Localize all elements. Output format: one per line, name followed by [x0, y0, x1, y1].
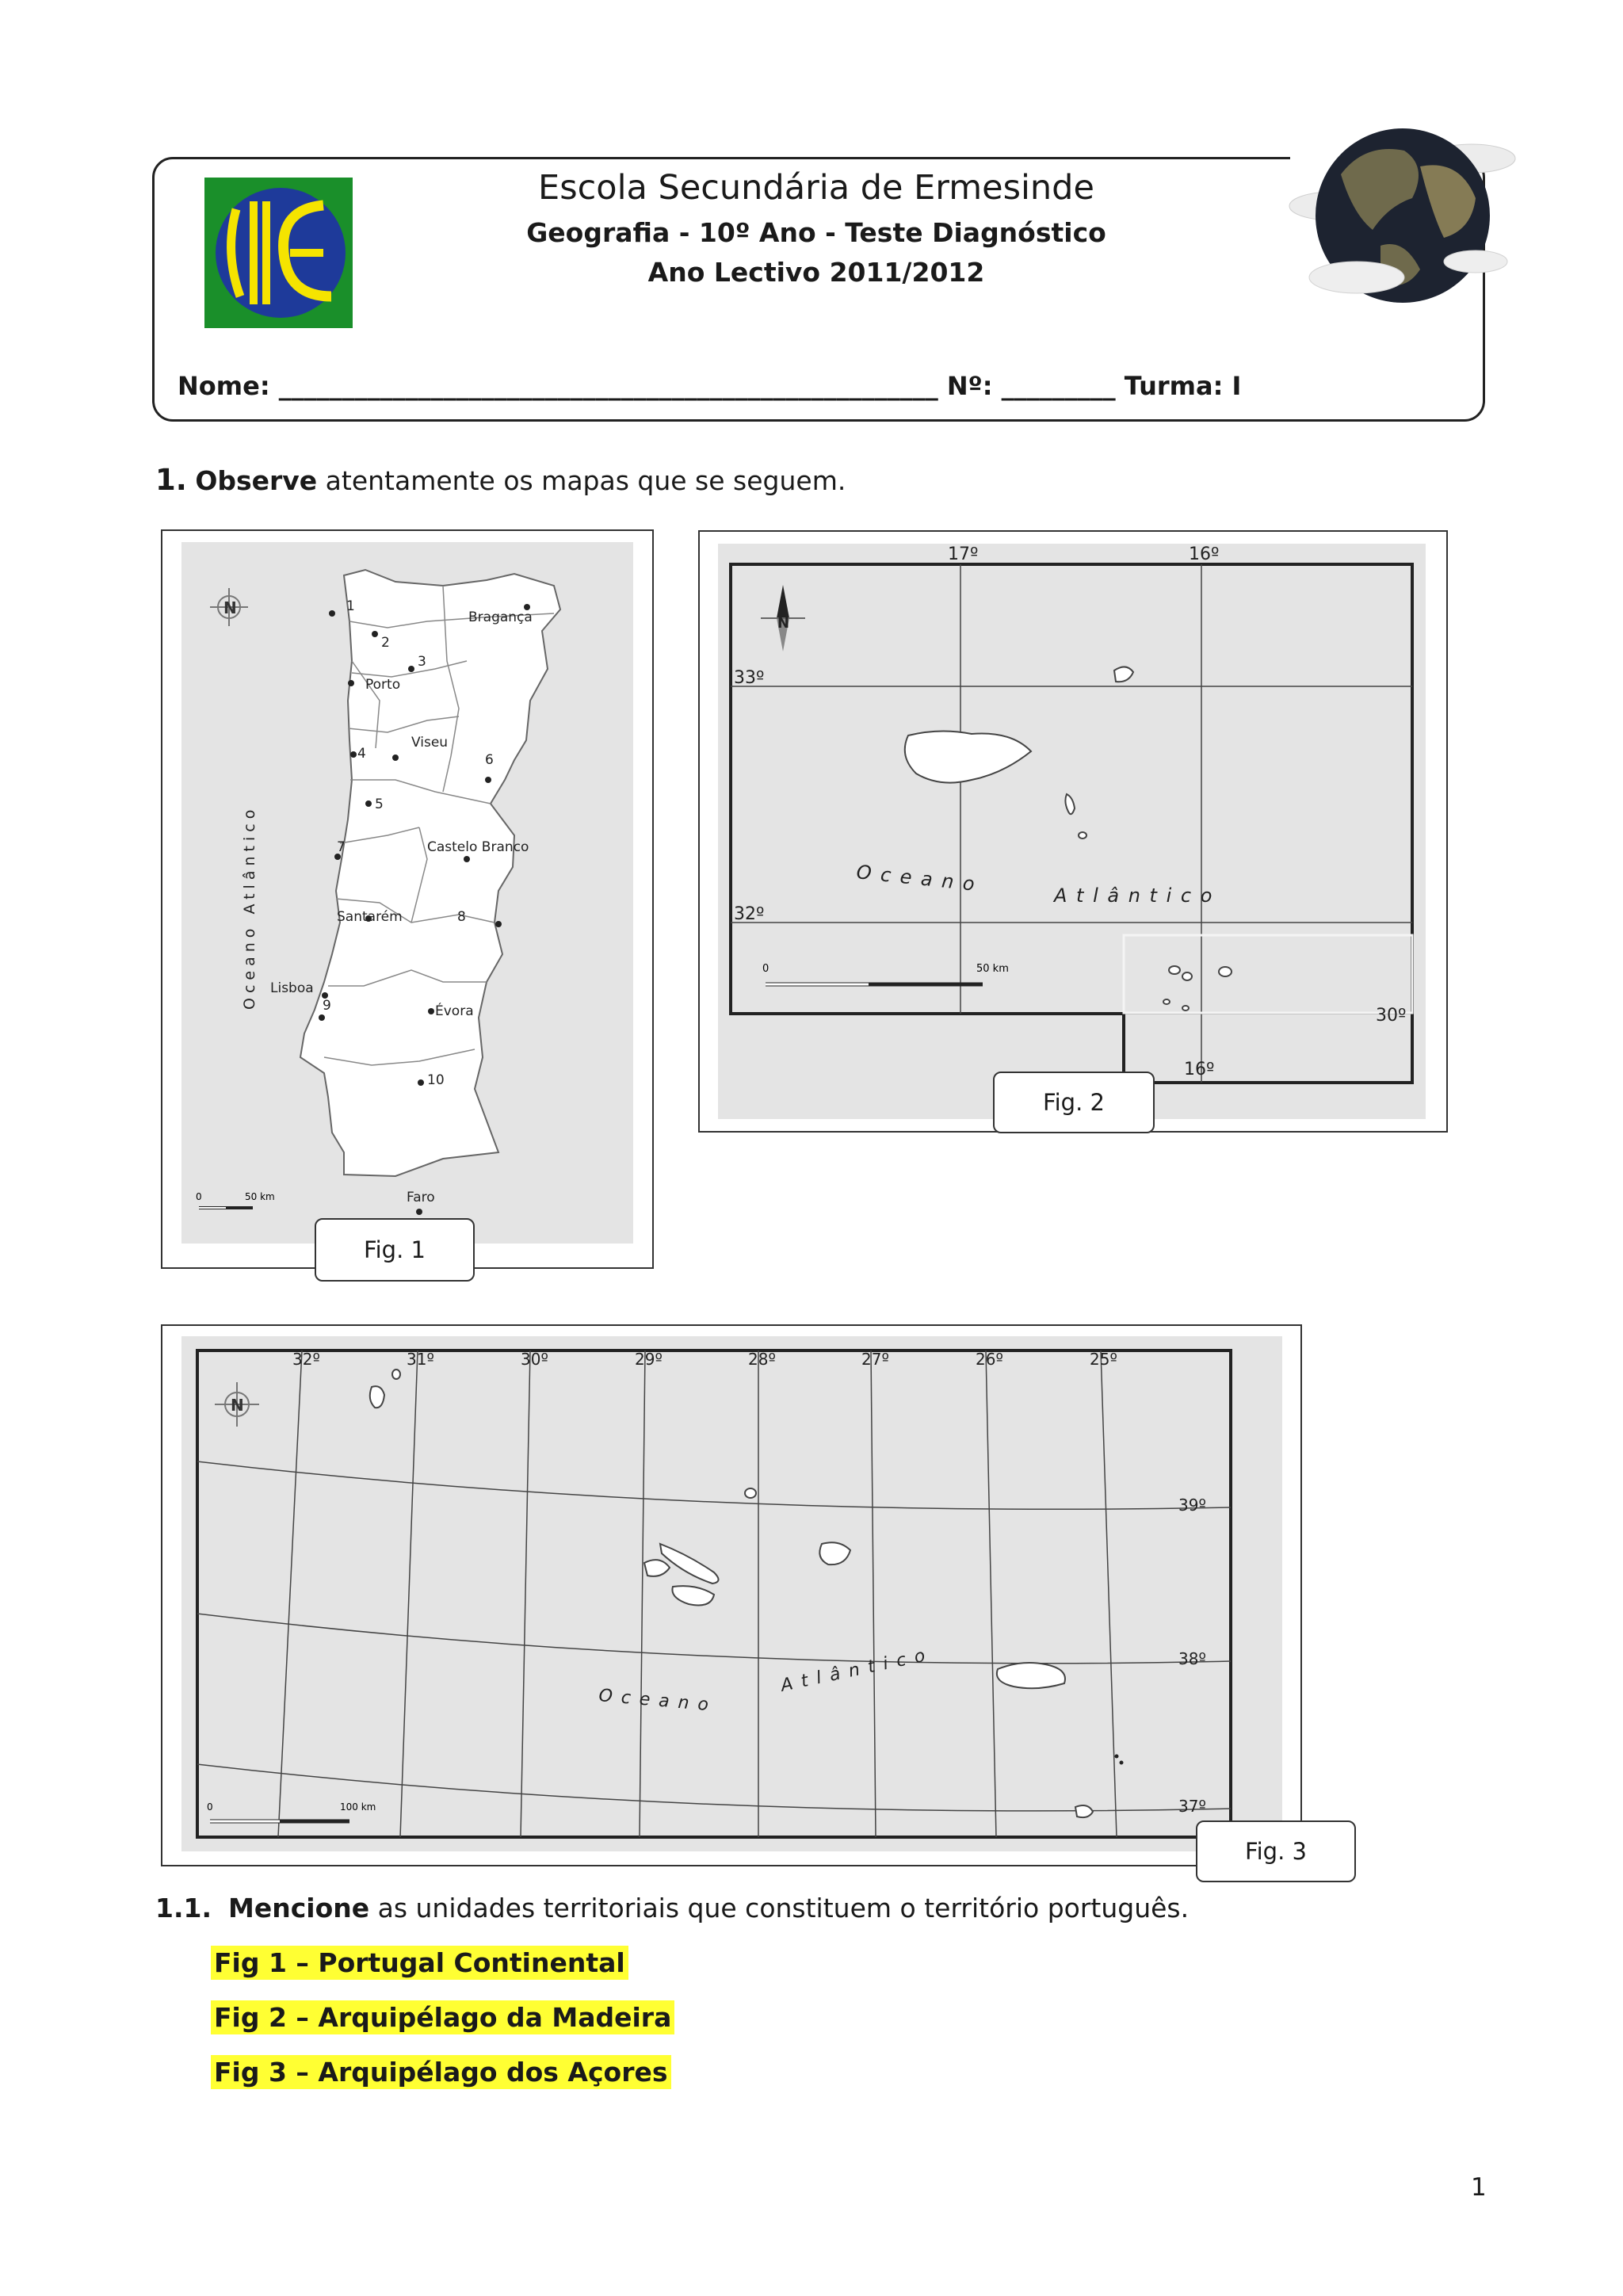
svg-text:6: 6: [485, 752, 494, 768]
fig1-map-portugal: [181, 542, 633, 1244]
school-logo-icon: [204, 178, 353, 328]
svg-text:100 km: 100 km: [340, 1801, 376, 1813]
fig3-map-azores: [181, 1336, 1282, 1851]
page-number: 1: [1471, 2173, 1487, 2202]
svg-text:30º: 30º: [521, 1350, 548, 1369]
question-verb: Observe: [195, 465, 318, 496]
answer-fig1: Fig 1 – Portugal Continental: [211, 1946, 628, 1980]
svg-text:Lisboa: Lisboa: [270, 980, 314, 996]
svg-text:17º: 17º: [948, 544, 979, 564]
svg-text:2: 2: [381, 635, 390, 651]
svg-text:27º: 27º: [861, 1350, 889, 1369]
fig2-caption: Fig. 2: [993, 1072, 1155, 1133]
svg-text:50 km: 50 km: [976, 963, 1009, 975]
svg-text:0: 0: [196, 1191, 202, 1202]
school-name: Escola Secundária de Ermesinde: [538, 168, 1094, 208]
question-verb: Mencione: [227, 1893, 370, 1924]
svg-text:32º: 32º: [292, 1350, 320, 1369]
school-year-line: Ano Lectivo 2011/2012: [647, 257, 985, 288]
svg-text:39º: 39º: [1178, 1496, 1206, 1515]
svg-text:28º: 28º: [748, 1350, 776, 1369]
svg-text:8: 8: [457, 909, 466, 925]
svg-text:9: 9: [323, 998, 331, 1014]
svg-text:1: 1: [346, 598, 355, 614]
svg-text:0: 0: [207, 1801, 213, 1813]
fig1-caption: Fig. 1: [315, 1218, 475, 1282]
svg-text:32º: 32º: [734, 904, 765, 924]
svg-text:25º: 25º: [1090, 1350, 1117, 1369]
svg-text:0: 0: [762, 963, 769, 975]
svg-text:5: 5: [375, 797, 384, 812]
svg-text:38º: 38º: [1178, 1649, 1206, 1668]
svg-text:3: 3: [418, 654, 426, 670]
svg-text:Porto: Porto: [365, 677, 401, 693]
svg-text:Oceano Atlântico: Oceano Atlântico: [241, 804, 258, 1010]
svg-text:N: N: [777, 615, 790, 632]
svg-text:10: 10: [427, 1072, 445, 1088]
svg-text:50 km: 50 km: [245, 1191, 275, 1202]
svg-text:31º: 31º: [407, 1350, 434, 1369]
svg-text:16º: 16º: [1184, 1060, 1215, 1079]
question-text: atentamente os mapas que se seguem.: [317, 465, 846, 496]
svg-text:O c e a n o: O c e a n o: [855, 861, 978, 896]
svg-text:Santarém: Santarém: [337, 909, 403, 925]
question-number: 1.: [155, 463, 187, 497]
svg-text:Évora: Évora: [435, 1003, 474, 1019]
svg-text:16º: 16º: [1189, 544, 1220, 564]
svg-text:29º: 29º: [635, 1350, 663, 1369]
question-1: [155, 463, 846, 497]
svg-text:Faro: Faro: [407, 1190, 435, 1205]
question-number: 1.1.: [155, 1893, 212, 1924]
svg-text:A t l â n t i c o: A t l â n t i c o: [1054, 884, 1214, 907]
globe-icon: [1285, 111, 1518, 319]
fig2-map-madeira: [718, 544, 1426, 1119]
svg-text:4: 4: [357, 746, 366, 762]
student-name-field[interactable]: Nome: ____________________________________________________ Nº: _________ Turma: I: [178, 371, 1242, 401]
question-text: as unidades territoriais que constituem o território português.: [369, 1893, 1190, 1924]
svg-text:A t l â n t i c o: A t l â n t i c o: [779, 1645, 929, 1696]
svg-text:37º: 37º: [1178, 1797, 1206, 1816]
fig3-caption: Fig. 3: [1196, 1820, 1356, 1882]
svg-text:N: N: [231, 1396, 244, 1415]
svg-text:O c e a n o: O c e a n o: [598, 1686, 711, 1716]
answer-fig3: Fig 3 – Arquipélago dos Açores: [211, 2055, 671, 2089]
svg-text:26º: 26º: [976, 1350, 1003, 1369]
svg-text:N: N: [223, 598, 237, 617]
answer-fig2: Fig 2 – Arquipélago da Madeira: [211, 2000, 674, 2034]
course-line: Geografia - 10º Ano - Teste Diagnóstico: [526, 217, 1106, 248]
svg-text:33º: 33º: [734, 668, 765, 688]
svg-text:Bragança: Bragança: [468, 609, 533, 625]
svg-text:7: 7: [337, 839, 346, 855]
svg-text:30º: 30º: [1376, 1006, 1407, 1026]
svg-text:Viseu: Viseu: [411, 735, 449, 751]
question-1-1: [155, 1893, 1189, 1924]
svg-text:Castelo Branco: Castelo Branco: [427, 839, 529, 855]
